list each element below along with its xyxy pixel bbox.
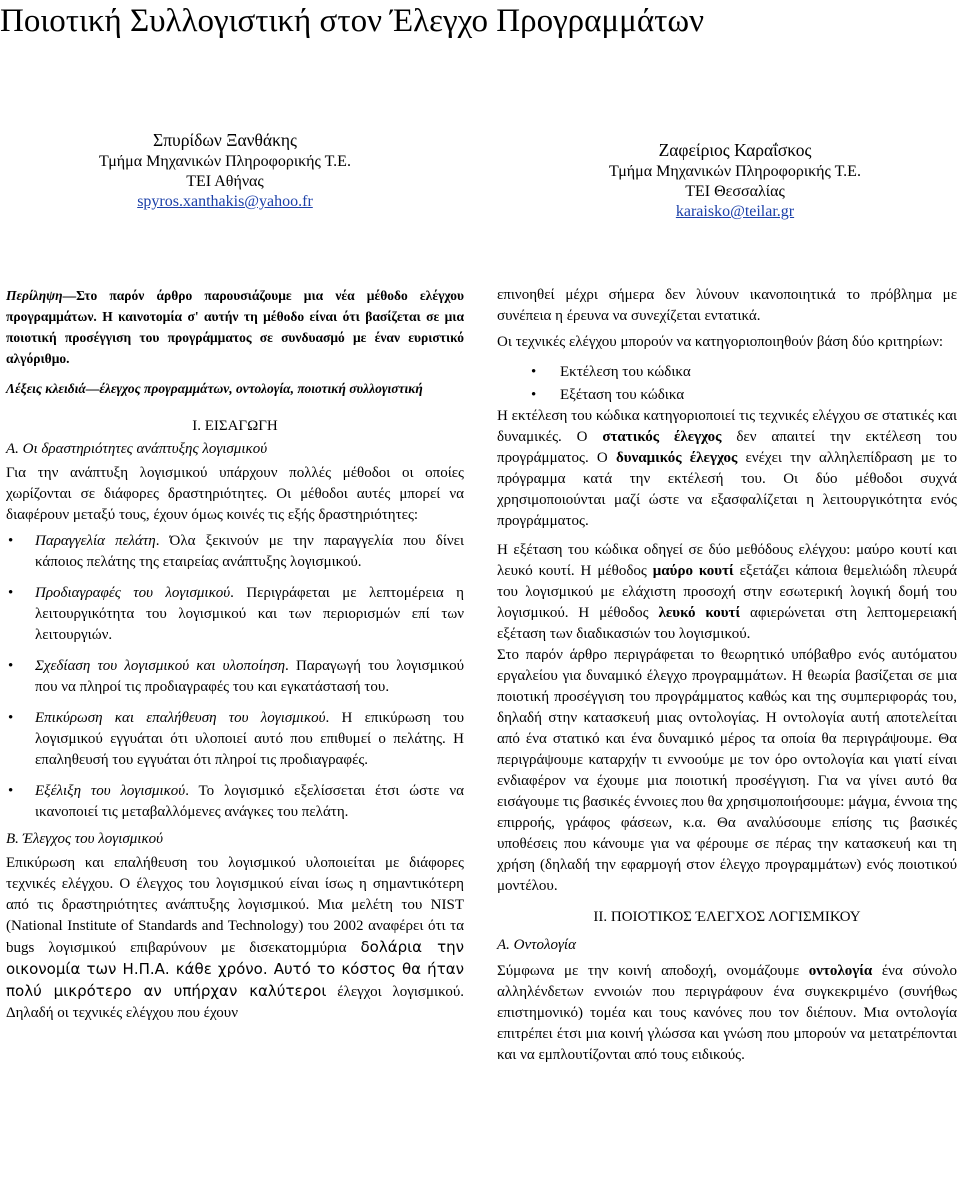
author-email-link[interactable]: karaisko@teilar.gr	[675, 203, 795, 220]
abstract-label: Περίληψη	[6, 288, 63, 303]
execution-paragraph: Η εκτέλεση του κώδικα κατηγοριοποιεί τις τεχνικές ελέγχου σε στατικές και δυναμικές. Ο στατικός έλεγχος δεν απαιτεί την εκτέλεση του προγράμματος. Ο δυναμικός έλεγχος ενέχει την αλληλεπίδραση με το πρόγραμμα κατά την εκτέλεσή του. Οι δύο μέθοδοι συχνά χρησιμοποιούνται μαζί ώστε να εξασφαλίζεται η λειτουργικότητα ενός προγράμματος.	[497, 408, 957, 529]
left-column	[6, 285, 464, 1024]
keywords-dash: —	[85, 381, 100, 396]
list-item: • Παραγγελία πελάτη. Όλα ξεκινούν με την παραγγελία που δίνει κάποιος πελάτης της εταιρείας ανάπτυξης λογισμικού.	[6, 531, 464, 573]
keywords-label: Λέξεις κλειδιά	[6, 381, 86, 396]
subsection-heading-testing: B. Έλεγχος του λογισμικού	[6, 831, 164, 847]
list-item: • Επικύρωση και επαλήθευση του λογισμικού. Η επικύρωση του λογισμικού εγγυάται ότι υλοποιεί αυτό που επιθυμεί ο πελάτης. Η επαληθευσή του εγγυάται ότι πληροί τις προδιαγραφές.	[6, 708, 464, 771]
subsection-heading-ontology: A. Οντολογία	[497, 937, 576, 953]
author-name: Σπυρίδων Ξανθάκης	[153, 130, 297, 150]
author-name: Ζαφείριος Καραΐσκος	[658, 140, 812, 160]
list-item: • Προδιαγραφές του λογισμικού. Περιγράφεται με λεπτομέρεια η λειτουργικότητα του λογισμικού και των περιορισμών επί των λειτουργιών.	[6, 583, 464, 646]
approach-paragraph: Στο παρόν άρθρο περιγράφεται το θεωρητικό υπόβαθρο ενός αυτόματου εργαλείου για δυναμικό έλεγχο προγραμμάτων. Η θεωρία βασίζεται σε μια ποιοτική προσέγγιση του προγράμματος καθώς και της συμπεριφοράς του, δηλαδή στην κατασκευή μιας οντολογίας. Η οντολογία αυτή αποτελείται από ένα στατικό και ένα δυναμικό μέρος τα οποία θα περιγράψουμε. Θα περιγράψουμε καταρχήν τι εννοούμε με τον όρο οντολογία και γιατί είναι ενδιαφέρον να έχουμε μια ποιοτική προσέγγιση. Για να γίνει αυτό θα εισάγουμε τις βασικές έννοιες που θα χρησιμοποιήσουμε: μάγμα, έννοια της επιρροής, γράφος φάσεων, κ.α. Θα αναλύσουμε επίσης τις βασικές υποθέσεις που κάνουμε για να φέρουμε σε πέρας την κατασκευή και τη χρήση (δηλαδή την εφαρμογή στον έλεγχο προγραμμάτων) ενός ποιοτικού μοντέλου.	[497, 647, 957, 894]
abstract	[6, 285, 464, 369]
testing-paragraph: Επικύρωση και επαλήθευση του λογισμικού υλοποιείται με διάφορες τεχνικές ελέγχου. Ο έλεγχος του λογισμικού είναι ίσως η σημαντικότερη από τις δραστηριότητες ανάπτυξης λογισμικού. Μια μελέτη του NIST (National Institute of Standards and Technology) του 2002 αναφέρει ότι τα bugs λογισμικού επιβαρύνουν με δισεκατομμύρια δολάρια την οικονομία των Η.Π.Α. κάθε χρόνο. Αυτό το κόστος θα ήταν πολύ μικρότερο αν υπήρχαν καλύτεροι έλεγχοι λογισμικού. Δηλαδή οι τεχνικές ελέγχου που έχουν	[6, 855, 465, 1021]
intro-paragraph: Για την ανάπτυξη λογισμικού υπάρχουν πολλές μέθοδοι οι οποίες χωρίζονται σε διάφορες δραστηριότητες. Οι μέθοδοι αυτές μπορεί να διαφέρουν μεταξύ τους, έχουν όμως κοινές τις εξής δραστηριότητες:	[6, 465, 464, 523]
keywords	[6, 378, 464, 399]
paper-title: Ποιοτική Συλλογιστική στον Έλεγχο Προγραμμάτων	[0, 3, 705, 39]
criteria-intro: Οι τεχνικές ελέγχου μπορούν να κατηγοριοποιηθούν βάση δύο κριτηρίων:	[497, 334, 944, 350]
paragraph-continued: επινοηθεί μέχρι σήμερα δεν λύνουν ικανοποιητικά το πρόβλημα με συνέπεια η έρευνα να συνεχίζεται εντατικά.	[497, 287, 957, 324]
subsection-heading-activities: A. Οι δραστηριότητες ανάπτυξης λογισμικού	[6, 441, 268, 457]
author-block-1	[60, 128, 390, 212]
examination-paragraph: Η εξέταση του κώδικα οδηγεί σε δύο μεθόδους ελέγχου: μαύρο κουτί και λευκό κουτί. Η μέθοδος μαύρο κουτί εξετάζει κάποια θεμελιώδη πλευρά του λογισμικού με ελάχιστη προσοχή στην εσωτερική λογική δομή του λογισμικού. Η μέθοδος λευκό κουτί αφιερώνεται στη λεπτομερειακή εξέταση των διαδικασιών του λογισμικού.	[497, 542, 958, 642]
list-item: • Εξέταση του κώδικα	[497, 385, 957, 406]
keywords-text: έλεγχος προγραμμάτων, οντολογία, ποιοτική συλλογιστική	[99, 381, 423, 396]
list-item: • Εκτέλεση του κώδικα	[497, 362, 957, 383]
abstract-dash: —	[62, 288, 77, 303]
author-email-link[interactable]: spyros.xanthakis@yahoo.fr	[137, 193, 313, 210]
author-institution: ΤΕΙ Θεσσαλίας	[685, 183, 785, 200]
author-department: Τμήμα Μηχανικών Πληροφορικής Τ.Ε.	[99, 153, 351, 170]
activities-list	[6, 531, 464, 823]
list-item: • Σχεδίαση του λογισμικού και υλοποίηση. Παραγωγή του λογισμικού που να πληροί τις προδιαγραφές του και εγκατάστασή του.	[6, 656, 464, 698]
list-item: • Εξέλιξη του λογισμικού. Το λογισμικό εξελίσσεται έτσι ώστε να ικανοποιεί τις μεταβαλλόμενες ανάγκες του πελάτη.	[6, 781, 464, 823]
author-block-2	[570, 138, 900, 222]
abstract-text: Στο παρόν άρθρο παρουσιάζουμε μια νέα μέθοδο ελέγχου προγραμμάτων. Η καινοτομία σ' αυτήν τη μέθοδο είναι ότι βασίζεται σε μια ποιοτική προσέγγιση του προγράμματος σε συνδυασμό με έναν ευριστικό αλγόριθμο.	[6, 288, 464, 366]
section-heading-qualitative: II. ΠΟΙΟΤΙΚΟΣ ΈΛΕΓΧΟΣ ΛΟΓΙΣΜΙΚΟΥ	[593, 909, 861, 925]
right-column	[497, 285, 957, 1066]
author-institution: ΤΕΙ Αθήνας	[186, 173, 264, 190]
ontology-paragraph: Σύμφωνα με την κοινή αποδοχή, ονομάζουμε οντολογία ένα σύνολο αλληλένδετων εννοιών που περιγράφουν ένα συγκεκριμένο (συνήθως επιστημονικό) τομέα και τους κανόνες που τον διέπουν. Μια οντολογία επιτρέπει έτσι μια κοινή γλώσσα και γνώση που μπορούν να μετατρέπονται και να εμπλουτίζονται από τους ειδικούς.	[497, 963, 957, 1063]
section-heading-introduction: I. ΕΙΣΑΓΩΓΗ	[192, 418, 278, 434]
criteria-list	[497, 362, 957, 406]
author-department: Τμήμα Μηχανικών Πληροφορικής Τ.Ε.	[609, 163, 861, 180]
